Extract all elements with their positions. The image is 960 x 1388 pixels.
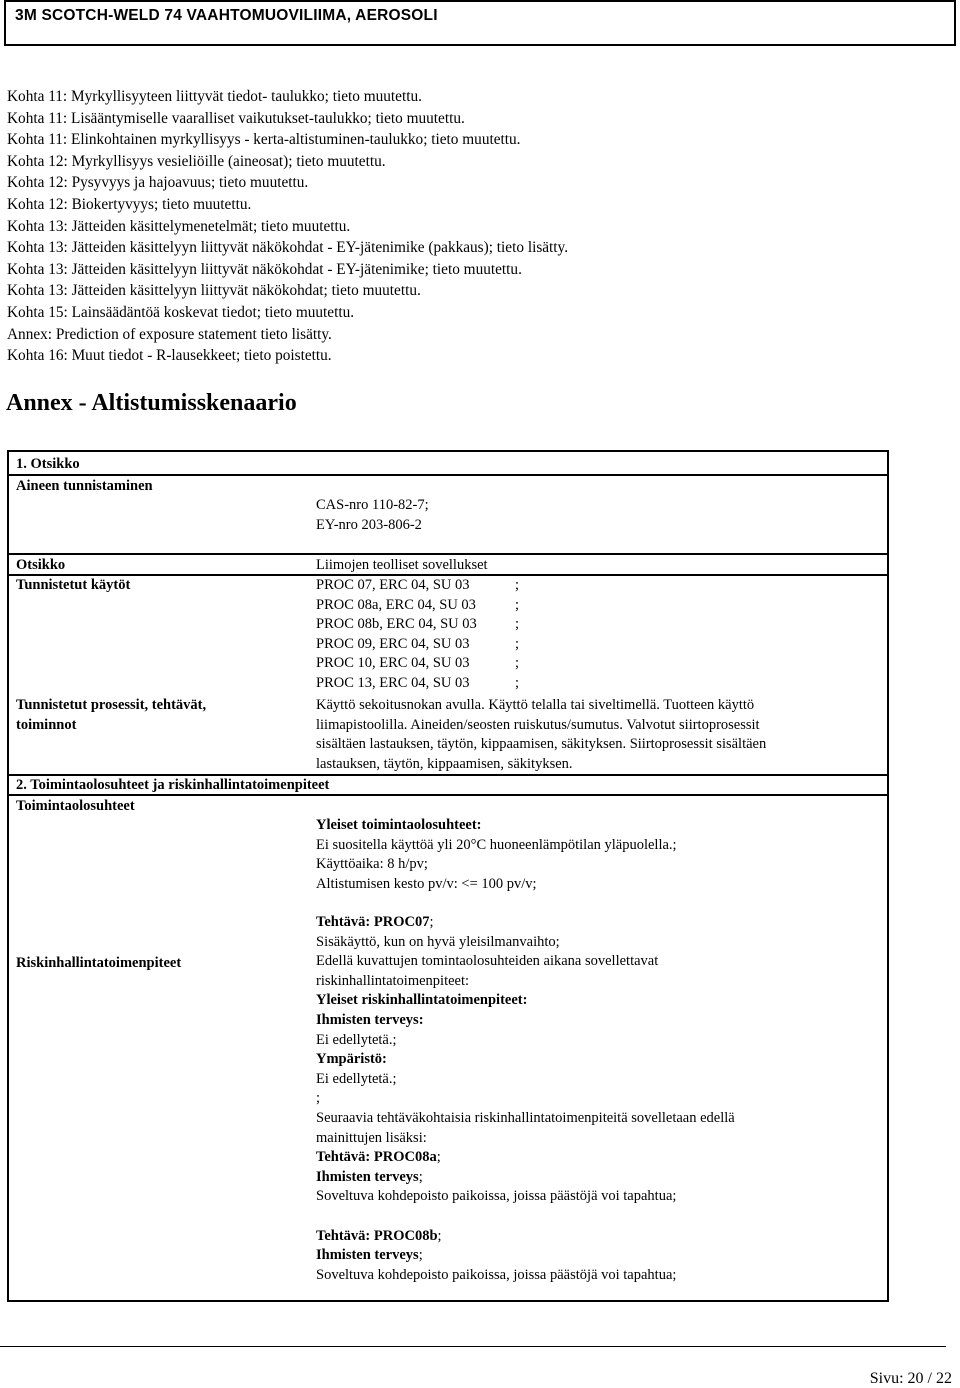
change-item: Kohta 12: Pysyvyys ja hajoavuus; tieto muutettu. (7, 174, 309, 192)
ec-number: EY-nro 203-806-2 (316, 516, 422, 533)
annex-heading: Annex - Altistumisskenaario (6, 390, 297, 416)
substance-identification-label: Aineen tunnistaminen (16, 478, 153, 494)
general-operational-conditions: Yleiset toimintaolosuhteet: Ei suositella käyttöä yli 20°C huoneenlämpötilan yläpuolella.; Käyttöaika: 8 h/pv; Altistumisen kesto pv/v: <= 100 pv/v; (316, 817, 677, 892)
change-item: Kohta 11: Elinkohtainen myrkyllisyys - kerta-altistuminen-taulukko; tieto muutettu. (7, 131, 521, 149)
use-item: PROC 08b, ERC 04, SU 03 ; (316, 616, 520, 633)
use-item: PROC 08a, ERC 04, SU 03 ; (316, 596, 520, 613)
change-item: Kohta 16: Muut tiedot - R-lausekkeet; tieto poistettu. (7, 347, 332, 365)
document-header (4, 0, 956, 46)
change-item: Kohta 12: Biokertyvyys; tieto muutettu. (7, 195, 252, 213)
divider (9, 794, 887, 796)
exposure-scenario-table (7, 450, 889, 1302)
change-item: Kohta 13: Jätteiden käsittelyyn liittyvät näkökohdat - EY-jätenimike; tieto muutettu. (7, 260, 522, 278)
change-item: Kohta 15: Lainsäädäntöä koskevat tiedot; tieto muutettu. (7, 303, 355, 321)
section-2-heading: 2. Toimintaolosuhteet ja riskinhallintatoimenpiteet (16, 777, 330, 793)
identified-processes-label: Tunnistetut prosessit, tehtävät, toiminnot (16, 697, 207, 733)
use-item: PROC 07, ERC 04, SU 03 ; (316, 577, 520, 593)
substance-identifiers (316, 496, 881, 535)
change-item: Kohta 13: Jätteiden käsittelyyn liittyvät näkökohdat - EY-jätenimike (pakkaus); tieto lisätty. (7, 239, 569, 257)
footer-divider (0, 1346, 946, 1347)
title-label: Otsikko (16, 557, 66, 573)
divider (9, 474, 887, 476)
operational-conditions-label: Toimintaolosuhteet (16, 798, 135, 814)
change-item: Kohta 12: Myrkyllisyys vesieliöille (aineosat); tieto muutettu. (7, 152, 386, 170)
risk-management-measures: Tehtävä: PROC07; Sisäkäyttö, kun on hyvä yleisilmanvaihto; Edellä kuvattujen tomintaolosuhteiden aikana sovellettavat riskinhallintatoimenpiteet: Yleiset riskinhallintatoimenpiteet: Ihmisten terveys: Ei edellytetä.; Ympäristö: Ei edellytetä.; ; Seuraavia tehtäväkohtaisia riskinhallintatoimenpiteitä sovelletaan edellä mainittujen lisäksi: Tehtävä: PROC08a; Ihmisten terveys; Soveltuva kohdepoisto paikoissa, joissa päästöjä voi tapahtua; Tehtävä: PROC08b; Ihmisten terveys; Soveltuva kohdepoisto paikoissa, joissa päästöjä voi tapahtua; (316, 914, 735, 1283)
divider (9, 553, 887, 555)
section-1-heading: 1. Otsikko (16, 456, 80, 472)
identified-uses-label: Tunnistetut käytöt (16, 577, 131, 593)
identified-uses-list (316, 576, 881, 694)
change-item: Kohta 11: Lisääntymiselle vaaralliset vaikutukset-taulukko; tieto muutettu. (7, 109, 465, 127)
cas-number: CAS-nro 110-82-7; (316, 497, 429, 513)
change-item: Kohta 13: Jätteiden käsittelyyn liittyvät näkökohdat; tieto muutettu. (7, 282, 421, 300)
use-item: PROC 13, ERC 04, SU 03 ; (316, 674, 520, 691)
document-title: 3M SCOTCH-WELD 74 VAAHTOMUOVILIIMA, AEROSOLI (15, 7, 438, 24)
identified-processes-text: Käyttö sekoitusnokan avulla. Käyttö telalla tai siveltimellä. Tuotteen käyttö liimapistoolilla. Aineiden/seosten ruiskutus/sumutus. Valvotut siirtoprosessit sisältäen lastauksen, täytön, kippaamisen, säkityksen. Siirtoprosessit sisältäen lastauksen, täytön, kippaamisen, säkityksen. (316, 697, 767, 772)
change-item: Kohta 11: Myrkyllisyyteen liittyvät tiedot- taulukko; tieto muutettu. (7, 88, 422, 105)
use-item: PROC 10, ERC 04, SU 03 ; (316, 655, 520, 672)
page-number: Sivu: 20 / 22 (869, 1370, 952, 1387)
use-item: PROC 09, ERC 04, SU 03 ; (316, 635, 520, 652)
change-item: Annex: Prediction of exposure statement tieto lisätty. (7, 325, 332, 343)
title-value: Liimojen teolliset sovellukset (316, 557, 488, 573)
change-item: Kohta 13: Jätteiden käsittelymenetelmät; tieto muutettu. (7, 217, 351, 235)
risk-management-label: Riskinhallintatoimenpiteet (16, 955, 182, 971)
revision-changes-list (7, 86, 947, 367)
